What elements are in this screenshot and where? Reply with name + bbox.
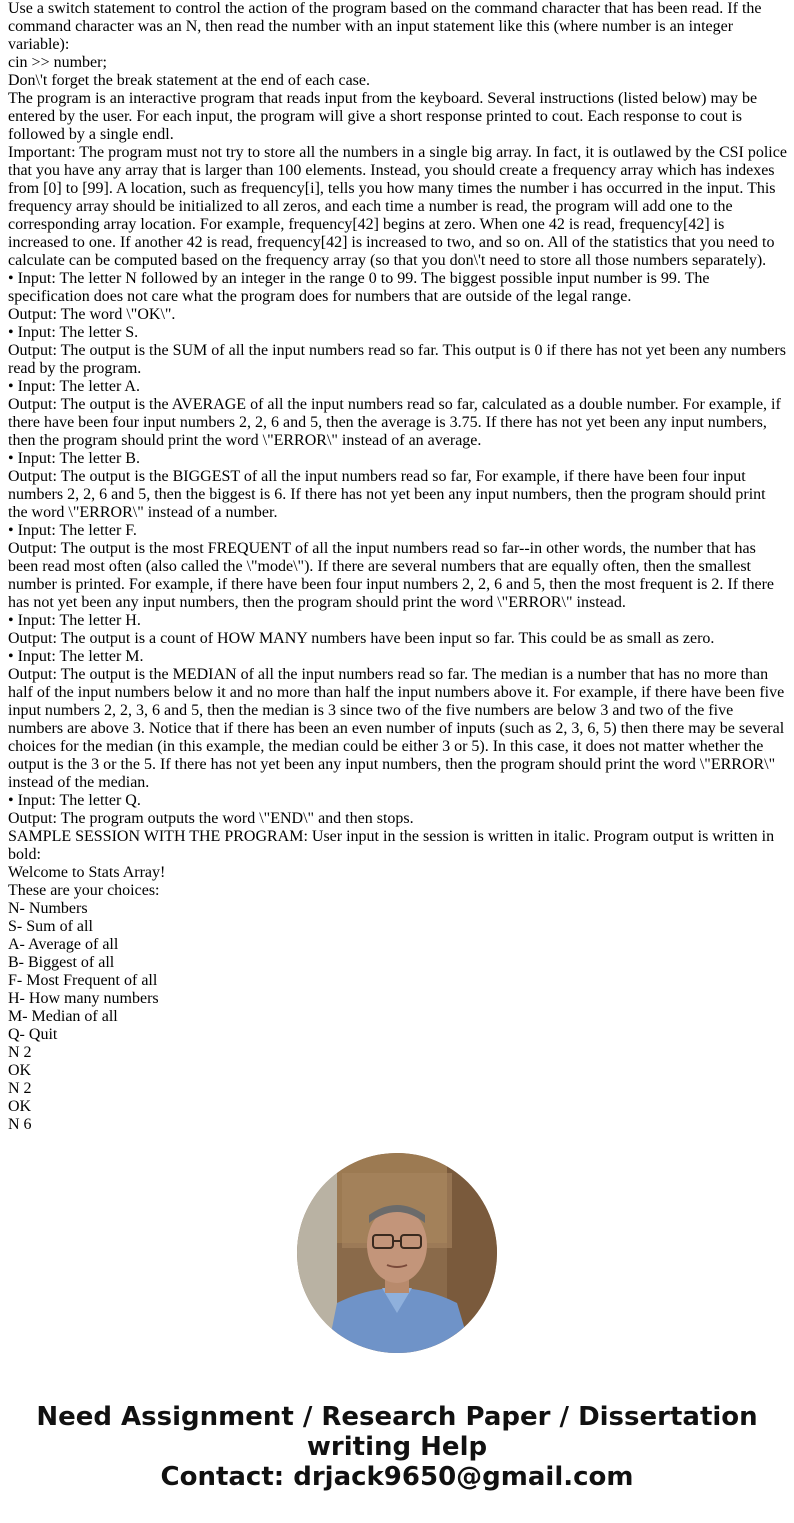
output-b-description: Output: The output is the BIGGEST of all the input numbers read so far, For example, if there have been four input numbers 2, 2, 6 and 5, then the biggest is 6. If there has not yet been any input numbers, then the program should print the word \"ERROR\" instead of a number. <box>8 468 766 521</box>
session-choice-h: H- How many numbers <box>8 990 159 1007</box>
sample-session-heading: SAMPLE SESSION WITH THE PROGRAM: User input in the session is written in italic. Program output is written in bold: <box>8 828 775 863</box>
input-h-description: • Input: The letter H. <box>8 612 141 629</box>
input-n-description: • Input: The letter N followed by an integer in the range 0 to 99. The biggest possible input number is 99. The specification does not care what the program does for numbers that are outside of the legal range. <box>8 270 710 305</box>
input-a-description: • Input: The letter A. <box>8 378 140 395</box>
promo-banner <box>0 1402 794 1492</box>
session-choice-b: B- Biggest of all <box>8 954 115 971</box>
paragraph-switch-statement: Use a switch statement to control the action of the program based on the command character that has been read. If the command character was an N, then read the number with an input statement like this (where number is an integer variable): <box>8 0 762 53</box>
output-a-description: Output: The output is the AVERAGE of all the input numbers read so far, calculated as a double number. For example, if there have been four input numbers 2, 2, 6 and 5, then the average is 3.75. If there has not yet been any input numbers, then the program should print the word \"ERROR\" instead of an average. <box>8 396 781 449</box>
promo-contact: Contact: drjack9650@gmail.com <box>160 1462 634 1492</box>
session-output-line: OK <box>8 1062 32 1079</box>
session-welcome: Welcome to Stats Array! <box>8 864 166 881</box>
input-q-description: • Input: The letter Q. <box>8 792 141 809</box>
input-b-description: • Input: The letter B. <box>8 450 140 467</box>
session-choice-n: N- Numbers <box>8 900 88 917</box>
author-photo <box>297 1153 497 1353</box>
session-choice-a: A- Average of all <box>8 936 119 953</box>
code-line-cin: cin >> number; <box>8 54 107 71</box>
session-input-line: N 2 <box>8 1044 32 1061</box>
promo-headline: Need Assignment / Research Paper / Dissertation <box>36 1402 758 1432</box>
session-choice-s: S- Sum of all <box>8 918 93 935</box>
input-m-description: • Input: The letter M. <box>8 648 144 665</box>
document-body <box>8 0 788 1133</box>
promo-subheadline: writing Help <box>306 1432 488 1462</box>
session-choice-m: M- Median of all <box>8 1008 118 1025</box>
output-n-description: Output: The word \"OK\". <box>8 306 176 323</box>
output-q-description: Output: The program outputs the word \"END\" and then stops. <box>8 810 414 827</box>
output-f-description: Output: The output is the most FREQUENT of all the input numbers read so far--in other words, the number that has been read most often (also called the \"mode\"). If there are several numbers that are equally often, then the smallest number is printed. For example, if there have been four input numbers 2, 2, 6 and 5, then the most frequent is 2. If there has not yet been any input numbers, then the program should print the word \"ERROR\" instead. <box>8 540 775 611</box>
output-m-description: Output: The output is the MEDIAN of all the input numbers read so far. The median is a number that has no more than half of the input numbers below it and no more than half the input numbers above it. For example, if there have been five input numbers 2, 2, 3, 6 and 5, then the median is 3 since two of the five numbers are below 3 and two of the five numbers are above 3. Notice that if there has been an even number of inputs (such as 2, 3, 6, 5) then there may be several choices for the median (in this example, the median could be either 3 or 5). In this case, it does not matter whether the output is the 3 or the 5. If there has not yet been any input numbers, then the program should print the word \"ERROR\" instead of the median. <box>8 666 785 791</box>
output-h-description: Output: The output is a count of HOW MANY numbers have been input so far. This could be as small as zero. <box>8 630 715 647</box>
session-choice-f: F- Most Frequent of all <box>8 972 158 989</box>
session-input-line: N 2 <box>8 1080 32 1097</box>
paragraph-interactive-program: The program is an interactive program that reads input from the keyboard. Several instructions (listed below) may be entered by the user. For each input, the program will give a short response printed to cout. Each response to cout is followed by a single endl. <box>8 90 758 143</box>
session-choices-heading: These are your choices: <box>8 882 160 899</box>
input-s-description: • Input: The letter S. <box>8 324 139 341</box>
output-s-description: Output: The output is the SUM of all the input numbers read so far. This output is 0 if there has not yet been any numbers read by the program. <box>8 342 786 377</box>
session-input-line-partial: N 6 <box>8 1116 32 1133</box>
avatar <box>297 1153 497 1353</box>
input-f-description: • Input: The letter F. <box>8 522 137 539</box>
paragraph-important: Important: The program must not try to store all the numbers in a single big array. In fact, it is outlawed by the CSI police that you have any array that is larger than 100 elements. Instead, you should create a frequency array which has indexes from [0] to [99]. A location, such as frequency[i], tells you how many times the number i has occurred in the input. This frequency array should be initialized to all zeros, and each time a number is read, the program will add one to the corresponding array location. For example, frequency[42] begins at zero. When one 42 is read, frequency[42] is increased to one. If another 42 is read, frequency[42] is increased to two, and so on. All of the statistics that you need to calculate can be computed based on the frequency array (so that you don\'t need to store all those numbers separately). <box>8 144 787 269</box>
session-output-line: OK <box>8 1098 32 1115</box>
session-choice-q: Q- Quit <box>8 1026 58 1043</box>
paragraph-break-reminder: Don\'t forget the break statement at the end of each case. <box>8 72 370 89</box>
